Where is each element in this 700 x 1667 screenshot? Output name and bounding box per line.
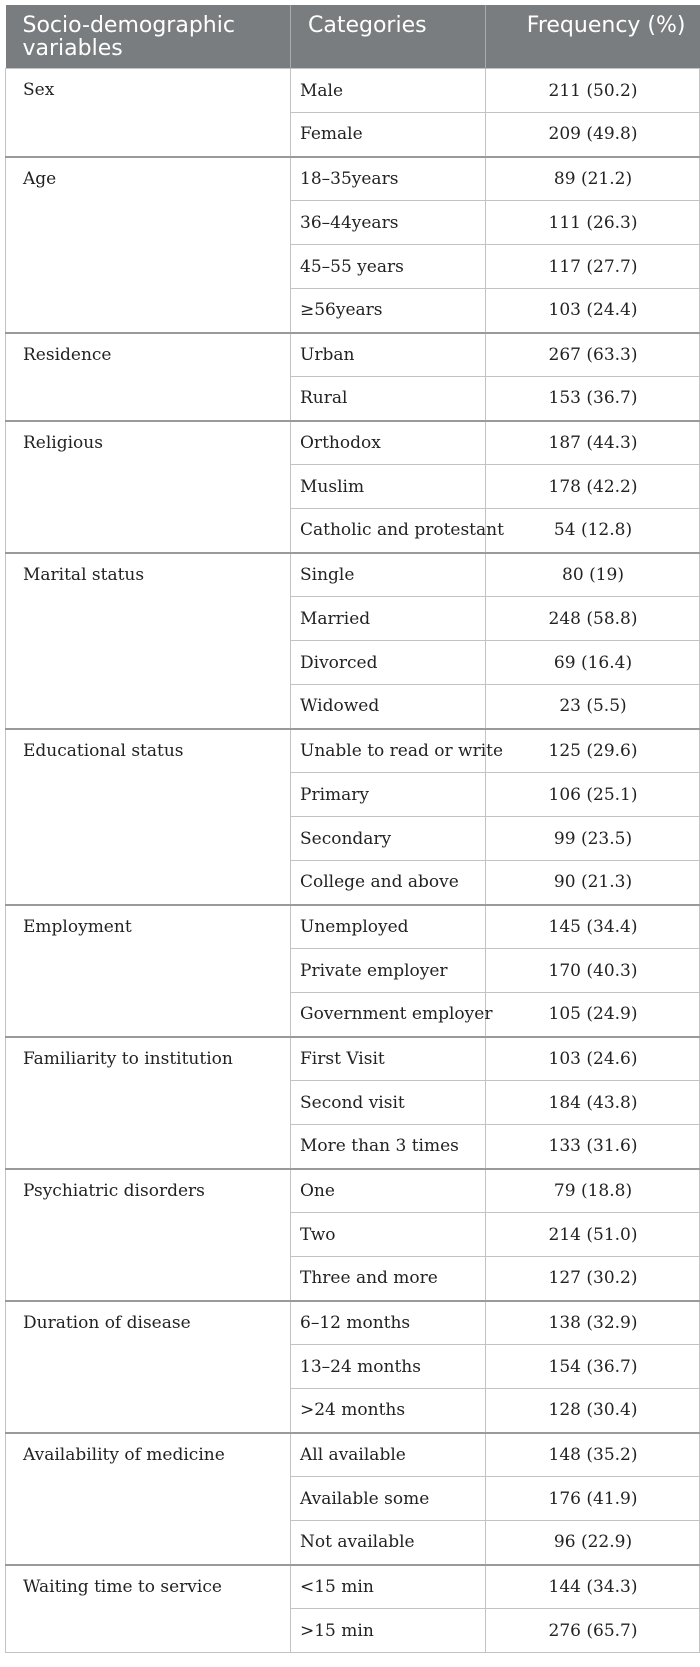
category-cell: Muslim xyxy=(291,465,486,509)
category-cell: Widowed xyxy=(291,685,486,729)
frequency-cell: 144 (34.3) xyxy=(486,1565,700,1609)
header-row xyxy=(6,5,700,69)
category-cell: Unemployed xyxy=(291,905,486,949)
variable-cell: Duration of disease xyxy=(6,1301,291,1433)
frequency-cell: 105 (24.9) xyxy=(486,993,700,1037)
frequency-cell: 276 (65.7) xyxy=(486,1609,700,1653)
category-cell: 13–24 months xyxy=(291,1345,486,1389)
frequency-cell: 178 (42.2) xyxy=(486,465,700,509)
frequency-cell: 117 (27.7) xyxy=(486,245,700,289)
category-cell: Male xyxy=(291,69,486,113)
category-cell: 45–55 years xyxy=(291,245,486,289)
table-row xyxy=(6,421,700,465)
frequency-cell: 69 (16.4) xyxy=(486,641,700,685)
variable-cell: Residence xyxy=(6,333,291,421)
category-cell: Second visit xyxy=(291,1081,486,1125)
frequency-cell: 79 (18.8) xyxy=(486,1169,700,1213)
frequency-cell: 128 (30.4) xyxy=(486,1389,700,1433)
frequency-cell: 89 (21.2) xyxy=(486,157,700,201)
category-cell: All available xyxy=(291,1433,486,1477)
category-cell: Divorced xyxy=(291,641,486,685)
category-cell: Private employer xyxy=(291,949,486,993)
category-cell: Orthodox xyxy=(291,421,486,465)
frequency-cell: 145 (34.4) xyxy=(486,905,700,949)
socio-demographic-table xyxy=(5,5,700,1653)
category-cell: Secondary xyxy=(291,817,486,861)
category-cell: >24 months xyxy=(291,1389,486,1433)
category-cell: Unable to read or write xyxy=(291,729,486,773)
frequency-cell: 80 (19) xyxy=(486,553,700,597)
table-row xyxy=(6,553,700,597)
category-cell: Single xyxy=(291,553,486,597)
category-cell: 6–12 months xyxy=(291,1301,486,1345)
frequency-cell: 248 (58.8) xyxy=(486,597,700,641)
frequency-cell: 133 (31.6) xyxy=(486,1125,700,1169)
table-header xyxy=(6,5,700,69)
frequency-cell: 99 (23.5) xyxy=(486,817,700,861)
table-row xyxy=(6,1565,700,1609)
header-categories: Categories xyxy=(291,5,486,69)
table-body xyxy=(6,69,700,1653)
variable-cell: Age xyxy=(6,157,291,333)
variable-cell: Marital status xyxy=(6,553,291,729)
frequency-cell: 170 (40.3) xyxy=(486,949,700,993)
frequency-cell: 176 (41.9) xyxy=(486,1477,700,1521)
variable-cell: Availability of medicine xyxy=(6,1433,291,1565)
frequency-cell: 211 (50.2) xyxy=(486,69,700,113)
category-cell: 18–35years xyxy=(291,157,486,201)
category-cell: Catholic and protestant xyxy=(291,509,486,553)
category-cell: Rural xyxy=(291,377,486,421)
category-cell: ≥56years xyxy=(291,289,486,333)
category-cell: <15 min xyxy=(291,1565,486,1609)
variable-cell: Sex xyxy=(6,69,291,157)
category-cell: Female xyxy=(291,113,486,157)
variable-cell: Familiarity to institution xyxy=(6,1037,291,1169)
category-cell: Two xyxy=(291,1213,486,1257)
variable-cell: Employment xyxy=(6,905,291,1037)
header-frequency: Frequency (%) xyxy=(486,5,700,69)
frequency-cell: 154 (36.7) xyxy=(486,1345,700,1389)
frequency-cell: 103 (24.4) xyxy=(486,289,700,333)
frequency-cell: 106 (25.1) xyxy=(486,773,700,817)
table-row xyxy=(6,333,700,377)
frequency-cell: 90 (21.3) xyxy=(486,861,700,905)
table-row xyxy=(6,729,700,773)
category-cell: More than 3 times xyxy=(291,1125,486,1169)
frequency-cell: 103 (24.6) xyxy=(486,1037,700,1081)
frequency-cell: 96 (22.9) xyxy=(486,1521,700,1565)
frequency-cell: 214 (51.0) xyxy=(486,1213,700,1257)
category-cell: College and above xyxy=(291,861,486,905)
frequency-cell: 153 (36.7) xyxy=(486,377,700,421)
header-variables: Socio-demographic variables xyxy=(6,5,291,69)
frequency-cell: 23 (5.5) xyxy=(486,685,700,729)
category-cell: Government employer xyxy=(291,993,486,1037)
variable-cell: Psychiatric disorders xyxy=(6,1169,291,1301)
frequency-cell: 111 (26.3) xyxy=(486,201,700,245)
frequency-cell: 267 (63.3) xyxy=(486,333,700,377)
table-row xyxy=(6,1433,700,1477)
table-row xyxy=(6,1169,700,1213)
category-cell: Not available xyxy=(291,1521,486,1565)
frequency-cell: 54 (12.8) xyxy=(486,509,700,553)
category-cell: >15 min xyxy=(291,1609,486,1653)
variable-cell: Educational status xyxy=(6,729,291,905)
variable-cell: Waiting time to service xyxy=(6,1565,291,1653)
table-row xyxy=(6,69,700,113)
frequency-cell: 184 (43.8) xyxy=(486,1081,700,1125)
frequency-cell: 127 (30.2) xyxy=(486,1257,700,1301)
category-cell: Married xyxy=(291,597,486,641)
variable-cell: Religious xyxy=(6,421,291,553)
category-cell: One xyxy=(291,1169,486,1213)
frequency-cell: 148 (35.2) xyxy=(486,1433,700,1477)
category-cell: Primary xyxy=(291,773,486,817)
table-row xyxy=(6,1037,700,1081)
table-row xyxy=(6,1301,700,1345)
frequency-cell: 209 (49.8) xyxy=(486,113,700,157)
frequency-cell: 138 (32.9) xyxy=(486,1301,700,1345)
category-cell: Three and more xyxy=(291,1257,486,1301)
table-row xyxy=(6,905,700,949)
table-row xyxy=(6,157,700,201)
frequency-cell: 187 (44.3) xyxy=(486,421,700,465)
category-cell: Urban xyxy=(291,333,486,377)
category-cell: 36–44years xyxy=(291,201,486,245)
frequency-cell: 125 (29.6) xyxy=(486,729,700,773)
category-cell: First Visit xyxy=(291,1037,486,1081)
category-cell: Available some xyxy=(291,1477,486,1521)
